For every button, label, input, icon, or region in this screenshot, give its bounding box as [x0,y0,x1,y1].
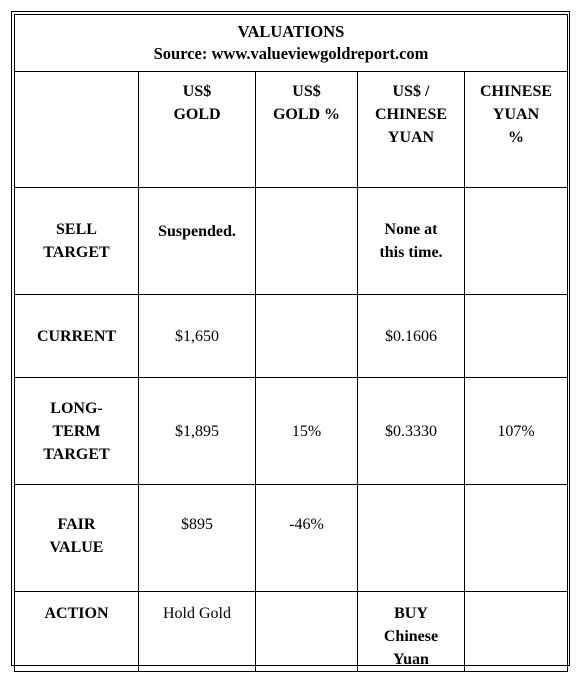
header-text: US$ [292,83,321,100]
cell-text: 107% [497,422,535,440]
header-text: GOLD [173,106,221,123]
cell-text: Hold Gold [163,605,231,622]
valuations-table [14,14,568,672]
cell-yuan-pct [465,295,568,378]
cell-usd-per-yuan [358,295,465,378]
row-label-text: ACTION [44,605,109,622]
cell-yuan-pct [465,485,568,592]
row-fair-value [15,485,568,592]
header-usd-gold-pct [256,72,358,188]
cell-text: $0.1606 [385,327,437,345]
row-label-text: TERM [52,422,101,440]
cell-text: $1,650 [175,327,219,345]
cell-text: Yuan [393,651,429,668]
header-row [15,72,568,188]
row-label-text: LONG- [50,399,103,417]
cell-usd-per-yuan [358,592,465,672]
row-label-text: FAIR [57,516,96,533]
header-text: YUAN [492,106,540,123]
table-source: Source: www.valueviewgoldreport.com [153,44,429,63]
cell-usd-gold-pct [256,485,358,592]
cell-text: $895 [181,516,213,533]
row-sell-target [15,188,568,295]
title-cell [15,15,568,72]
table-title: VALUATIONS [237,22,345,41]
cell-usd-per-yuan [358,485,465,592]
header-text: CHINESE [374,106,448,123]
row-label [15,378,139,485]
row-label [15,592,139,672]
header-usd-per-yuan [358,72,465,188]
cell-usd-gold-pct [256,378,358,485]
cell-text: BUY [394,605,428,622]
cell-text: $1,895 [175,422,219,440]
row-current [15,295,568,378]
cell-yuan-pct [465,592,568,672]
header-text: US$ [182,83,212,100]
header-usd-gold [139,72,256,188]
header-text: CHINESE [480,83,553,100]
cell-usd-gold [139,188,256,295]
row-long-term-target [15,378,568,485]
cell-text: Suspended. [158,223,236,240]
cell-usd-gold [139,378,256,485]
row-label [15,485,139,592]
row-label-text: TARGET [43,244,110,261]
row-label [15,188,139,295]
cell-text: Chinese [383,628,439,645]
header-text: US$ / [392,83,430,100]
row-label [15,295,139,378]
cell-usd-gold-pct [256,295,358,378]
header-empty-cell [15,72,139,188]
header-yuan-pct [465,72,568,188]
row-action [15,592,568,672]
cell-usd-gold-pct [256,592,358,672]
cell-text: $0.3330 [385,422,437,440]
row-label-text: CURRENT [36,327,117,345]
cell-usd-gold [139,485,256,592]
cell-usd-gold-pct [256,188,358,295]
cell-usd-gold [139,295,256,378]
cell-text: this time. [379,244,443,261]
cell-text: -46% [289,516,324,533]
cell-text: 15% [291,422,322,440]
title-row [15,15,568,72]
cell-usd-per-yuan [358,188,465,295]
cell-usd-per-yuan [358,378,465,485]
cell-yuan-pct [465,188,568,295]
cell-text: None at [384,221,438,238]
header-text: % [508,129,525,146]
row-label-text: TARGET [43,445,110,463]
header-text: YUAN [387,129,435,146]
row-label-text: VALUE [49,539,104,556]
cell-yuan-pct [465,378,568,485]
cell-usd-gold [139,592,256,672]
row-label-text: SELL [56,221,97,238]
header-text: GOLD % [272,106,341,123]
